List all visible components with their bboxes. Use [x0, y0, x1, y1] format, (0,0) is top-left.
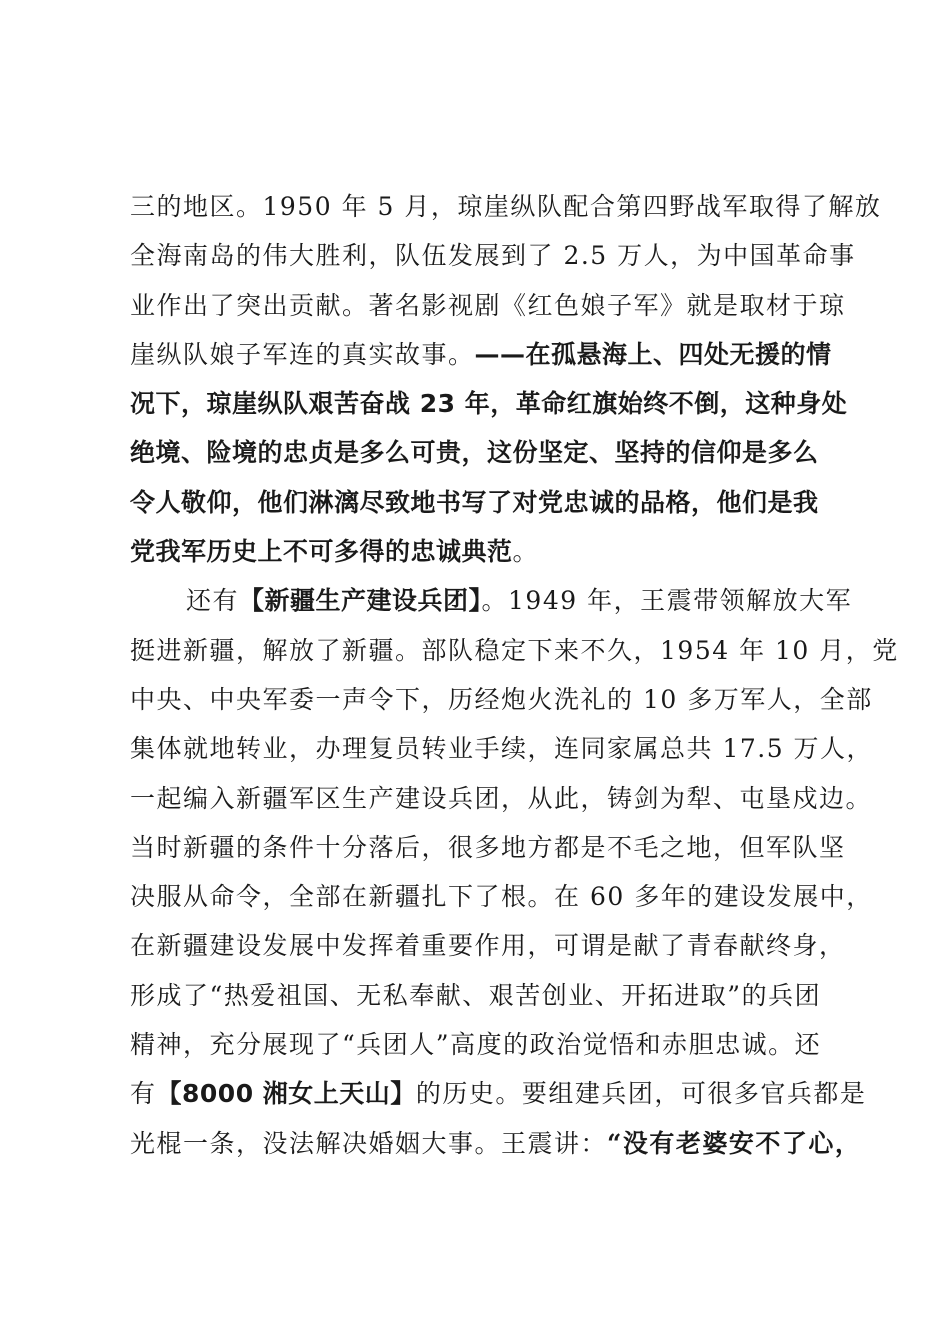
text-line [130, 281, 846, 330]
text-line [130, 330, 835, 379]
text-line [130, 527, 835, 576]
text-run: 。 [512, 537, 540, 567]
text-run: 业作出了突出贡献。著名影视剧《红色娘子军》就是取材于琼 [130, 290, 846, 320]
bold-text-run: ——在孤悬海上、四处无援的情 [474, 339, 832, 369]
text-run: 。1949 年，王震带领解放大军 [481, 586, 853, 616]
text-line [130, 231, 856, 280]
text-run: 当时新疆的条件十分落后，很多地方都是不毛之地，但军队坚 [130, 832, 846, 862]
text-line [130, 1020, 835, 1069]
paragraph-first-line [130, 576, 853, 625]
bold-text-line [130, 379, 848, 428]
text-line [130, 774, 873, 823]
text-run: 精神，充分展现了“兵团人”高度的政治觉悟和赤胆忠诚。还 [130, 1030, 822, 1060]
text-run: 全海南岛的伟大胜利，队伍发展到了 2.5 万人，为中国革命事 [130, 241, 856, 271]
bold-text-line [130, 478, 835, 527]
text-run: 还有 [186, 586, 240, 616]
text-run: 崖纵队娘子军连的真实故事。 [130, 339, 475, 369]
bold-quote-run: “没有老婆安不了心， [607, 1128, 862, 1158]
text-run: 光棍一条，没法解决婚姻大事。王震讲： [130, 1128, 608, 1158]
bold-text-line [130, 428, 835, 477]
text-run: 形成了“热爱祖国、无私奉献、艰苦创业、开拓进取”的兵团 [130, 980, 822, 1010]
bold-heading-run: 【新疆生产建设兵团】 [239, 586, 482, 616]
text-run: 的历史。要组建兵团，可很多官兵都是 [415, 1079, 867, 1109]
text-run: 三的地区。1950 年 5 月，琼崖纵队配合第四野战军取得了解放 [130, 192, 882, 221]
text-line [130, 921, 846, 970]
body-text [130, 182, 899, 1168]
text-line [130, 971, 835, 1020]
bold-text-run: 绝境、险境的忠贞是多么可贵，这份坚定、坚持的信仰是多么 [130, 438, 819, 468]
text-run: 有 [130, 1079, 157, 1109]
bold-heading-run: 【8000 湘女上天山】 [156, 1079, 416, 1109]
text-line [130, 675, 873, 724]
text-line [130, 1119, 862, 1168]
text-line [130, 872, 873, 921]
bold-text-run: 况下，琼崖纵队艰苦奋战 23 年，革命红旗始终不倒，这种身处 [130, 389, 848, 419]
text-run: 挺进新疆，解放了新疆。部队稳定下来不久，1954 年 10 月，党 [130, 635, 899, 665]
text-run: 一起编入新疆军区生产建设兵团，从此，铸剑为犁、屯垦戍边。 [130, 783, 873, 813]
text-line [130, 1069, 867, 1118]
text-run: 在新疆建设发展中发挥着重要作用，可谓是献了青春献终身， [130, 931, 846, 961]
text-run: 决服从命令，全部在新疆扎下了根。在 60 多年的建设发展中， [130, 882, 873, 912]
text-line [130, 724, 874, 773]
bold-text-run: 令人敬仰，他们淋漓尽致地书写了对党忠诚的品格，他们是我 [130, 487, 819, 517]
text-line [130, 823, 846, 872]
text-line [130, 182, 882, 231]
text-run: 集体就地转业，办理复员转业手续，连同家属总共 17.5 万人， [130, 734, 874, 764]
text-run: 中央、中央军委一声令下，历经炮火洗礼的 10 多万军人，全部 [130, 684, 873, 714]
bold-text-run: 党我军历史上不可多得的忠诚典范 [130, 537, 513, 567]
text-line [130, 626, 899, 675]
